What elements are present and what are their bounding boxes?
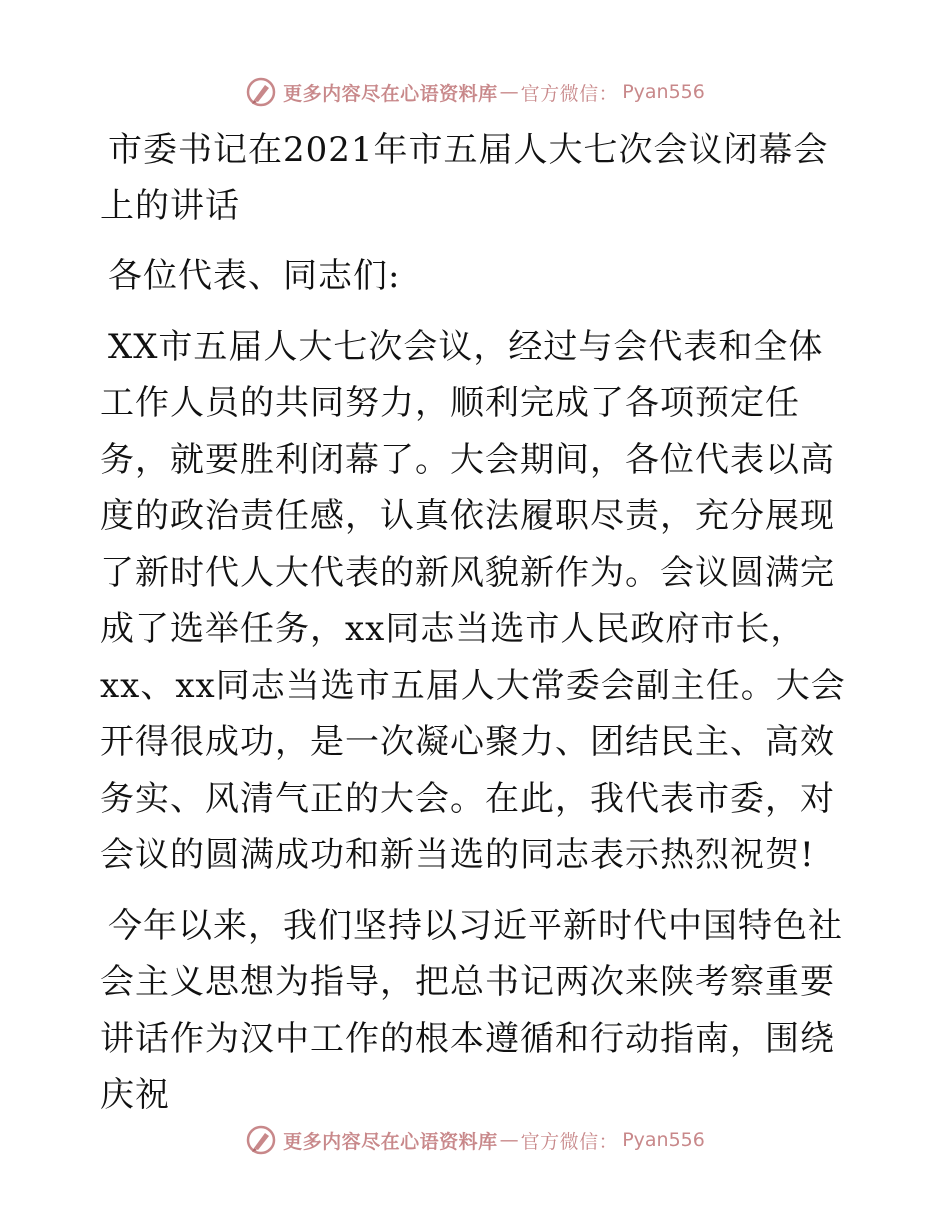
pen-logo-icon <box>245 76 277 108</box>
header-watermark <box>0 72 950 112</box>
document-body <box>100 122 850 1138</box>
pen-logo-icon <box>245 1124 277 1156</box>
watermark-separator: — <box>499 81 519 103</box>
watermark-wechat-id: Pyan556 <box>622 1129 705 1151</box>
watermark-official-label: 官方微信： <box>520 82 619 105</box>
footer-watermark <box>0 1120 950 1160</box>
watermark-main-text: 更多内容尽在心语资料库 <box>283 82 498 105</box>
watermark-wechat-id: Pyan556 <box>622 81 705 103</box>
document-title: 市委书记在2021年市五届人大七次会议闭幕会上的讲话 <box>100 130 829 226</box>
watermark-main-text: 更多内容尽在心语资料库 <box>283 1130 498 1153</box>
paragraph-1: XX市五届人大七次会议，经过与会代表和全体工作人员的共同努力，顺利完成了各项预定任务，就要胜利闭幕了。大会期间，各位代表以高度的政治责任感，认真依法履职尽责，充分展现了新时代人大代表的新风貌新作为。会议圆满完成了选举任务，xx同志当选市人民政府市长，xx、xx同志当选市五届人大常委会副主任。大会开得很成功，是一次凝心聚力、团结民主、高效务实、风清气正的大会。在此，我代表市委，对会议的圆满成功和新当选的同志表示热烈祝贺! <box>100 326 846 875</box>
salutation: 各位代表、同志们: <box>108 256 401 296</box>
paragraph-2: 今年以来，我们坚持以习近平新时代中国特色社会主义思想为指导，把总书记两次来陕考察重要讲话作为汉中工作的根本遵循和行动指南，围绕庆祝 <box>100 905 843 1115</box>
watermark-official-label: 官方微信： <box>520 1130 619 1153</box>
watermark-separator: — <box>499 1129 519 1151</box>
